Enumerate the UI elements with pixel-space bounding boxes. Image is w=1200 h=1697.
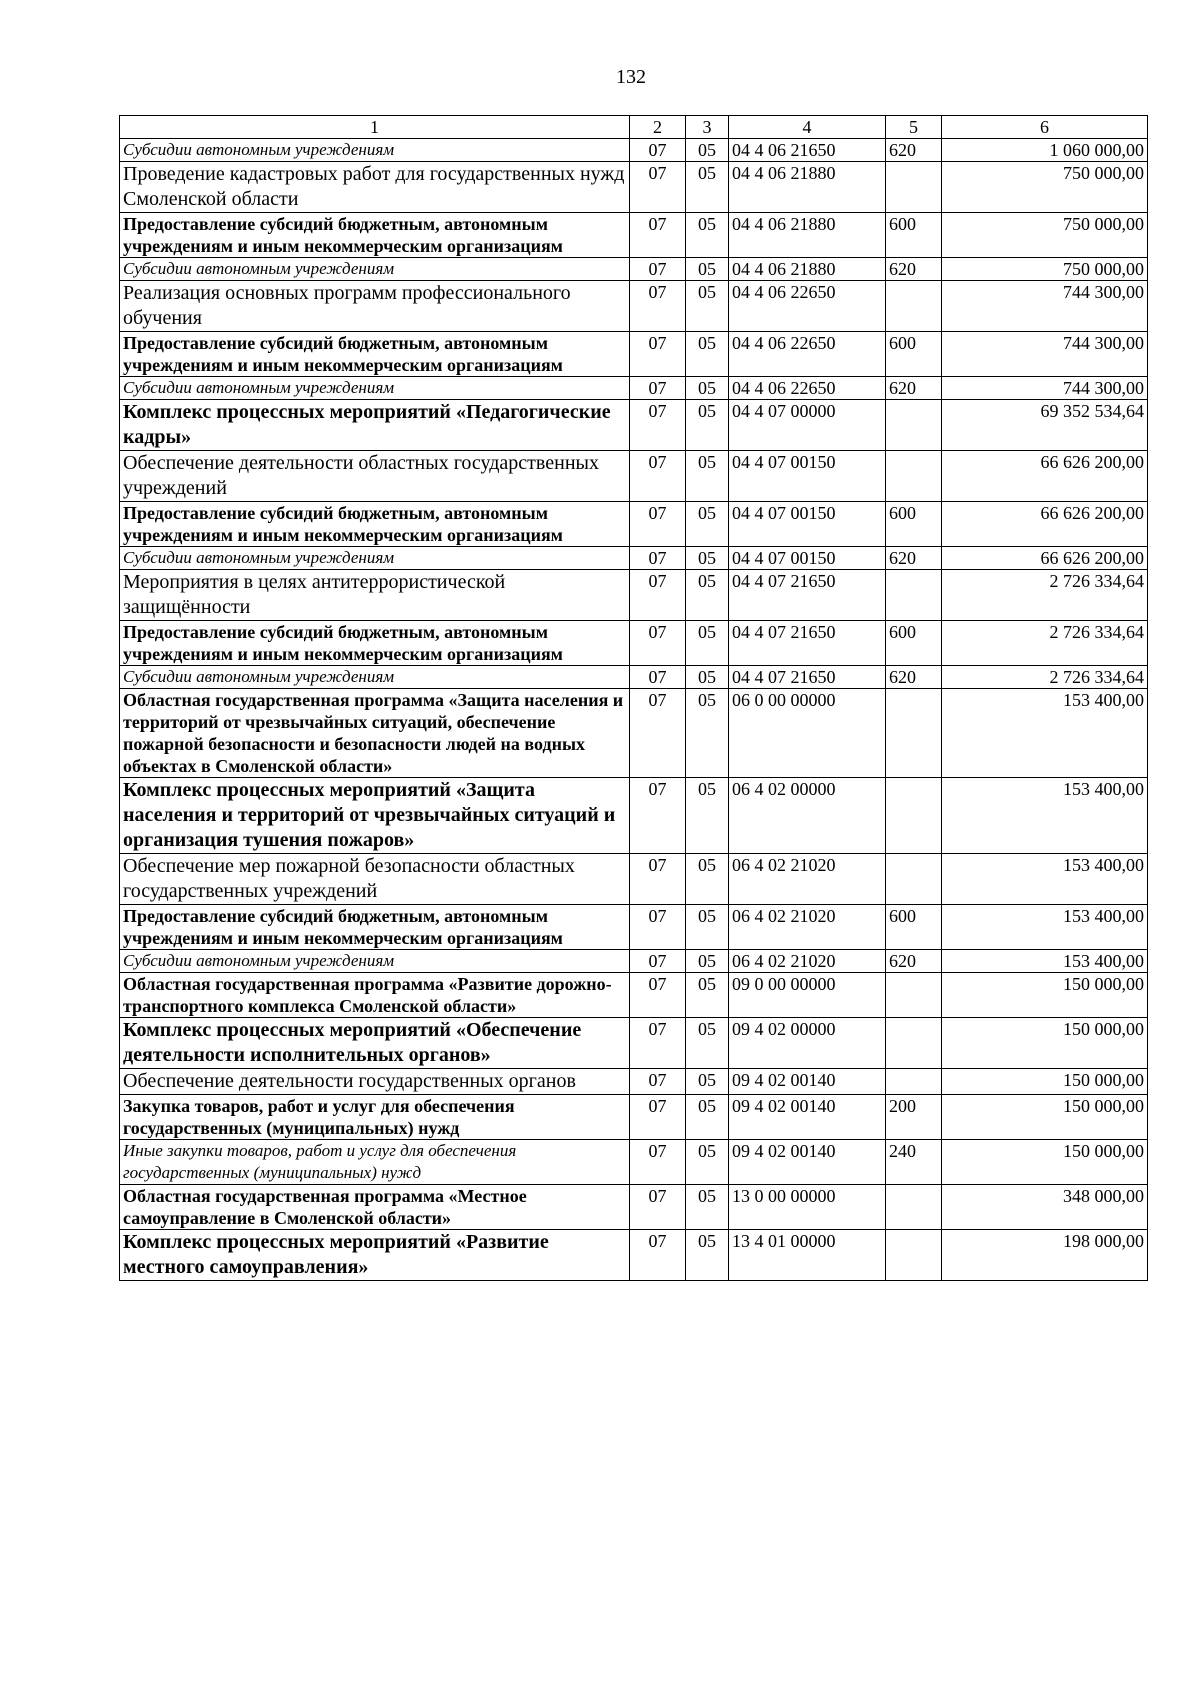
- subsection-code-cell: 05: [686, 689, 729, 778]
- section-code-cell: 07: [630, 973, 686, 1018]
- table-row: [120, 1069, 1148, 1095]
- column-header: 2: [630, 116, 686, 139]
- table-row: [120, 139, 1148, 162]
- section-code-cell: 07: [630, 1185, 686, 1230]
- amount-cell: 69 352 534,64: [942, 400, 1148, 451]
- subsection-code-cell: 05: [686, 854, 729, 905]
- expense-type-code-cell: 620: [886, 258, 942, 281]
- item-name-cell: Комплекс процессных мероприятий «Защита населения и территорий от чрезвычайных ситуаций и организация тушения пожаров»: [120, 778, 630, 854]
- amount-cell: 2 726 334,64: [942, 666, 1148, 689]
- subsection-code-cell: 05: [686, 332, 729, 377]
- target-article-code-cell: 06 4 02 21020: [729, 854, 886, 905]
- expense-type-code-cell: 620: [886, 139, 942, 162]
- target-article-code-cell: 09 4 02 00140: [729, 1140, 886, 1185]
- amount-cell: 2 726 334,64: [942, 570, 1148, 621]
- expense-type-code-cell: [886, 451, 942, 502]
- subsection-code-cell: 05: [686, 778, 729, 854]
- item-name-cell: Субсидии автономным учреждениям: [120, 258, 630, 281]
- table-row: [120, 547, 1148, 570]
- subsection-code-cell: 05: [686, 905, 729, 950]
- expense-type-code-cell: 600: [886, 621, 942, 666]
- expense-type-code-cell: 600: [886, 502, 942, 547]
- expense-type-code-cell: [886, 400, 942, 451]
- section-code-cell: 07: [630, 502, 686, 547]
- amount-cell: 153 400,00: [942, 778, 1148, 854]
- table-row: [120, 281, 1148, 332]
- table-row: [120, 973, 1148, 1018]
- target-article-code-cell: 04 4 07 00150: [729, 547, 886, 570]
- target-article-code-cell: 06 4 02 21020: [729, 950, 886, 973]
- section-code-cell: 07: [630, 905, 686, 950]
- target-article-code-cell: 09 0 00 00000: [729, 973, 886, 1018]
- expense-type-code-cell: [886, 570, 942, 621]
- subsection-code-cell: 05: [686, 666, 729, 689]
- expense-type-code-cell: 620: [886, 666, 942, 689]
- item-name-cell: Областная государственная программа «Защита населения и территорий от чрезвычайных ситуаций, обеспечение пожарной безопасности и безопасности людей на водных объектах в Смоленской области»: [120, 689, 630, 778]
- item-name-cell: Иные закупки товаров, работ и услуг для обеспечения государственных (муниципальных) нужд: [120, 1140, 630, 1185]
- table-row: [120, 213, 1148, 258]
- expense-type-code-cell: [886, 281, 942, 332]
- amount-cell: 153 400,00: [942, 950, 1148, 973]
- subsection-code-cell: 05: [686, 451, 729, 502]
- section-code-cell: 07: [630, 1069, 686, 1095]
- subsection-code-cell: 05: [686, 213, 729, 258]
- subsection-code-cell: 05: [686, 502, 729, 547]
- table-row: [120, 377, 1148, 400]
- item-name-cell: Комплекс процессных мероприятий «Обеспечение деятельности исполнительных органов»: [120, 1018, 630, 1069]
- section-code-cell: 07: [630, 1095, 686, 1140]
- target-article-code-cell: 04 4 06 21880: [729, 258, 886, 281]
- subsection-code-cell: 05: [686, 139, 729, 162]
- page-number: 132: [616, 66, 646, 88]
- table-row: [120, 451, 1148, 502]
- section-code-cell: 07: [630, 547, 686, 570]
- section-code-cell: 07: [630, 451, 686, 502]
- target-article-code-cell: 06 4 02 21020: [729, 905, 886, 950]
- subsection-code-cell: 05: [686, 1230, 729, 1281]
- target-article-code-cell: 04 4 06 22650: [729, 377, 886, 400]
- amount-cell: 348 000,00: [942, 1185, 1148, 1230]
- expense-type-code-cell: 200: [886, 1095, 942, 1140]
- table-row: [120, 1095, 1148, 1140]
- amount-cell: 744 300,00: [942, 377, 1148, 400]
- section-code-cell: 07: [630, 332, 686, 377]
- table-row: [120, 905, 1148, 950]
- expense-type-code-cell: [886, 854, 942, 905]
- subsection-code-cell: 05: [686, 1018, 729, 1069]
- item-name-cell: Субсидии автономным учреждениям: [120, 547, 630, 570]
- item-name-cell: Обеспечение мер пожарной безопасности областных государственных учреждений: [120, 854, 630, 905]
- amount-cell: 150 000,00: [942, 1095, 1148, 1140]
- subsection-code-cell: 05: [686, 281, 729, 332]
- section-code-cell: 07: [630, 570, 686, 621]
- item-name-cell: Проведение кадастровых работ для государственных нужд Смоленской области: [120, 162, 630, 213]
- item-name-cell: Субсидии автономным учреждениям: [120, 139, 630, 162]
- amount-cell: 153 400,00: [942, 905, 1148, 950]
- table-row: [120, 854, 1148, 905]
- column-header: 6: [942, 116, 1148, 139]
- section-code-cell: 07: [630, 621, 686, 666]
- subsection-code-cell: 05: [686, 1185, 729, 1230]
- column-header: 3: [686, 116, 729, 139]
- table-row: [120, 1018, 1148, 1069]
- amount-cell: 66 626 200,00: [942, 451, 1148, 502]
- section-code-cell: 07: [630, 377, 686, 400]
- amount-cell: 153 400,00: [942, 854, 1148, 905]
- table-row: [120, 502, 1148, 547]
- expense-type-code-cell: [886, 1018, 942, 1069]
- section-code-cell: 07: [630, 213, 686, 258]
- expense-type-code-cell: [886, 162, 942, 213]
- item-name-cell: Комплекс процессных мероприятий «Развитие местного самоуправления»: [120, 1230, 630, 1281]
- target-article-code-cell: 04 4 06 22650: [729, 281, 886, 332]
- section-code-cell: 07: [630, 1140, 686, 1185]
- item-name-cell: Субсидии автономным учреждениям: [120, 950, 630, 973]
- expense-type-code-cell: [886, 689, 942, 778]
- target-article-code-cell: 04 4 07 21650: [729, 666, 886, 689]
- subsection-code-cell: 05: [686, 258, 729, 281]
- target-article-code-cell: 06 0 00 00000: [729, 689, 886, 778]
- item-name-cell: Комплекс процессных мероприятий «Педагогические кадры»: [120, 400, 630, 451]
- target-article-code-cell: 04 4 07 21650: [729, 621, 886, 666]
- amount-cell: 744 300,00: [942, 332, 1148, 377]
- section-code-cell: 07: [630, 162, 686, 213]
- subsection-code-cell: 05: [686, 377, 729, 400]
- item-name-cell: Предоставление субсидий бюджетным, автономным учреждениям и иным некоммерческим организациям: [120, 213, 630, 258]
- item-name-cell: Обеспечение деятельности государственных органов: [120, 1069, 630, 1095]
- item-name-cell: Предоставление субсидий бюджетным, автономным учреждениям и иным некоммерческим организациям: [120, 905, 630, 950]
- expense-type-code-cell: [886, 1069, 942, 1095]
- subsection-code-cell: 05: [686, 547, 729, 570]
- subsection-code-cell: 05: [686, 1069, 729, 1095]
- column-header: 4: [729, 116, 886, 139]
- table-row: [120, 570, 1148, 621]
- item-name-cell: Субсидии автономным учреждениям: [120, 666, 630, 689]
- section-code-cell: 07: [630, 666, 686, 689]
- header-row: [120, 116, 1148, 139]
- section-code-cell: 07: [630, 778, 686, 854]
- subsection-code-cell: 05: [686, 1095, 729, 1140]
- item-name-cell: Областная государственная программа «Местное самоуправление в Смоленской области»: [120, 1185, 630, 1230]
- target-article-code-cell: 13 4 01 00000: [729, 1230, 886, 1281]
- item-name-cell: Обеспечение деятельности областных государственных учреждений: [120, 451, 630, 502]
- item-name-cell: Субсидии автономным учреждениям: [120, 377, 630, 400]
- amount-cell: 750 000,00: [942, 162, 1148, 213]
- expense-type-code-cell: 240: [886, 1140, 942, 1185]
- section-code-cell: 07: [630, 1230, 686, 1281]
- expense-type-code-cell: 620: [886, 377, 942, 400]
- amount-cell: 66 626 200,00: [942, 502, 1148, 547]
- table-row: [120, 1140, 1148, 1185]
- expense-type-code-cell: 600: [886, 213, 942, 258]
- target-article-code-cell: 09 4 02 00140: [729, 1069, 886, 1095]
- amount-cell: 2 726 334,64: [942, 621, 1148, 666]
- column-header: 5: [886, 116, 942, 139]
- subsection-code-cell: 05: [686, 570, 729, 621]
- item-name-cell: Предоставление субсидий бюджетным, автономным учреждениям и иным некоммерческим организациям: [120, 502, 630, 547]
- table-row: [120, 400, 1148, 451]
- subsection-code-cell: 05: [686, 162, 729, 213]
- table-row: [120, 258, 1148, 281]
- table-row: [120, 666, 1148, 689]
- target-article-code-cell: 04 4 06 22650: [729, 332, 886, 377]
- table-row: [120, 778, 1148, 854]
- item-name-cell: Закупка товаров, работ и услуг для обеспечения государственных (муниципальных) нужд: [120, 1095, 630, 1140]
- expense-type-code-cell: 600: [886, 332, 942, 377]
- target-article-code-cell: 13 0 00 00000: [729, 1185, 886, 1230]
- amount-cell: 150 000,00: [942, 973, 1148, 1018]
- item-name-cell: Предоставление субсидий бюджетным, автономным учреждениям и иным некоммерческим организациям: [120, 621, 630, 666]
- amount-cell: 750 000,00: [942, 213, 1148, 258]
- section-code-cell: 07: [630, 950, 686, 973]
- target-article-code-cell: 09 4 02 00000: [729, 1018, 886, 1069]
- amount-cell: 198 000,00: [942, 1230, 1148, 1281]
- target-article-code-cell: 04 4 07 00150: [729, 502, 886, 547]
- table-row: [120, 621, 1148, 666]
- table-row: [120, 950, 1148, 973]
- expense-type-code-cell: 620: [886, 547, 942, 570]
- section-code-cell: 07: [630, 689, 686, 778]
- table-row: [120, 332, 1148, 377]
- item-name-cell: Реализация основных программ профессионального обучения: [120, 281, 630, 332]
- item-name-cell: Мероприятия в целях антитеррористической защищённости: [120, 570, 630, 621]
- target-article-code-cell: 04 4 06 21880: [729, 162, 886, 213]
- target-article-code-cell: 04 4 06 21650: [729, 139, 886, 162]
- table-row: [120, 1185, 1148, 1230]
- expense-type-code-cell: [886, 1230, 942, 1281]
- subsection-code-cell: 05: [686, 950, 729, 973]
- subsection-code-cell: 05: [686, 400, 729, 451]
- target-article-code-cell: 06 4 02 00000: [729, 778, 886, 854]
- expense-type-code-cell: 600: [886, 905, 942, 950]
- target-article-code-cell: 09 4 02 00140: [729, 1095, 886, 1140]
- expense-type-code-cell: [886, 973, 942, 1018]
- subsection-code-cell: 05: [686, 973, 729, 1018]
- amount-cell: 150 000,00: [942, 1018, 1148, 1069]
- section-code-cell: 07: [630, 400, 686, 451]
- expense-type-code-cell: 620: [886, 950, 942, 973]
- table-body: [120, 116, 1148, 1281]
- target-article-code-cell: 04 4 07 21650: [729, 570, 886, 621]
- expense-type-code-cell: [886, 1185, 942, 1230]
- section-code-cell: 07: [630, 258, 686, 281]
- table-row: [120, 1230, 1148, 1281]
- column-header: 1: [120, 116, 630, 139]
- amount-cell: 153 400,00: [942, 689, 1148, 778]
- item-name-cell: Областная государственная программа «Развитие дорожно-транспортного комплекса Смоленской области»: [120, 973, 630, 1018]
- table-row: [120, 689, 1148, 778]
- amount-cell: 750 000,00: [942, 258, 1148, 281]
- amount-cell: 66 626 200,00: [942, 547, 1148, 570]
- expense-type-code-cell: [886, 778, 942, 854]
- amount-cell: 744 300,00: [942, 281, 1148, 332]
- section-code-cell: 07: [630, 139, 686, 162]
- budget-table: [119, 115, 1148, 1281]
- subsection-code-cell: 05: [686, 621, 729, 666]
- amount-cell: 1 060 000,00: [942, 139, 1148, 162]
- section-code-cell: 07: [630, 1018, 686, 1069]
- amount-cell: 150 000,00: [942, 1140, 1148, 1185]
- target-article-code-cell: 04 4 07 00150: [729, 451, 886, 502]
- section-code-cell: 07: [630, 854, 686, 905]
- target-article-code-cell: 04 4 07 00000: [729, 400, 886, 451]
- target-article-code-cell: 04 4 06 21880: [729, 213, 886, 258]
- section-code-cell: 07: [630, 281, 686, 332]
- table-row: [120, 162, 1148, 213]
- subsection-code-cell: 05: [686, 1140, 729, 1185]
- amount-cell: 150 000,00: [942, 1069, 1148, 1095]
- item-name-cell: Предоставление субсидий бюджетным, автономным учреждениям и иным некоммерческим организациям: [120, 332, 630, 377]
